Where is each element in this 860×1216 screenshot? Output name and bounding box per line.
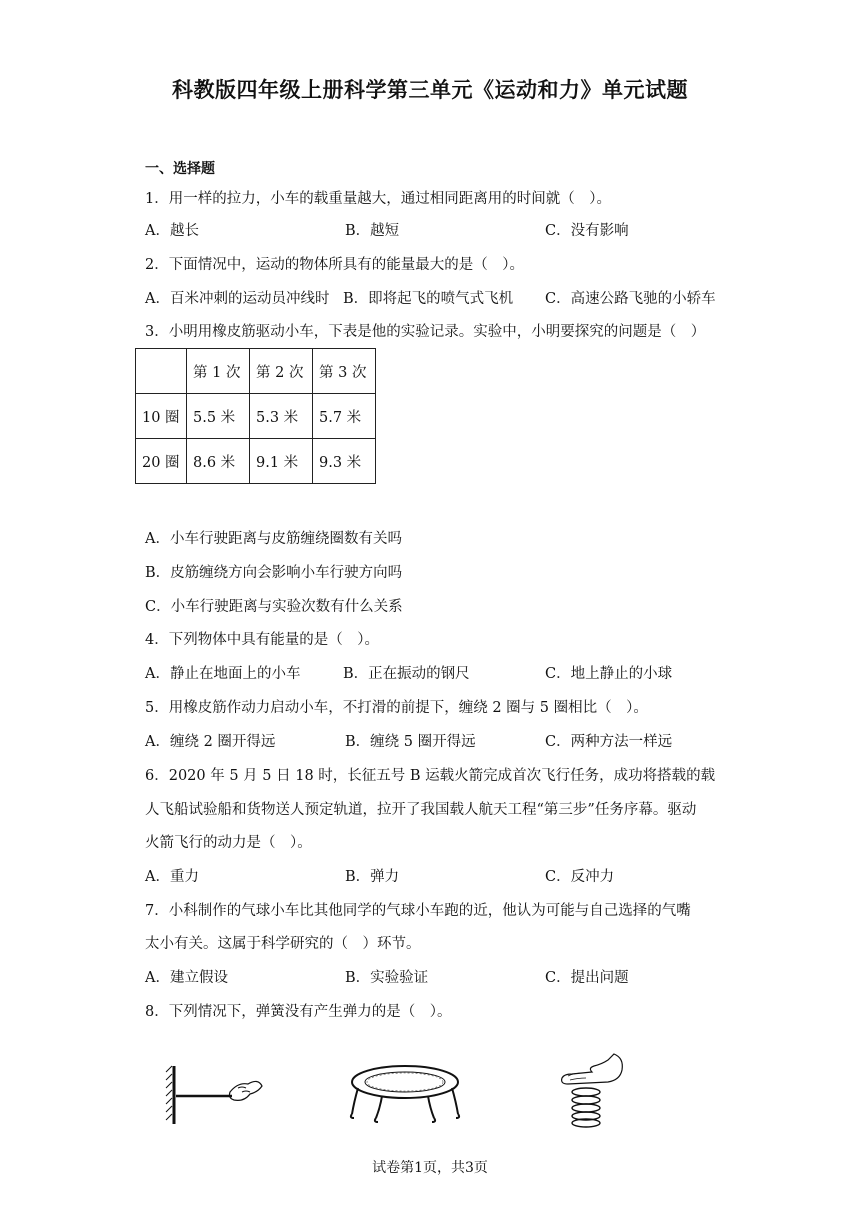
- question-6-stem-line-3: 火箭飞行的动力是（ ）。: [145, 835, 312, 851]
- trampoline-illustration: [348, 1062, 462, 1126]
- table-cell: 8.6 米: [187, 439, 250, 484]
- question-6-stem-line-2: 人飞船试验船和货物送人预定轨道，拉开了我国载人航天工程“第三步”任务序幕。驱动: [145, 802, 697, 818]
- question-6-option-c[interactable]: C．反冲力: [545, 869, 615, 885]
- page-title: 科教版四年级上册科学第三单元《运动和力》单元试题: [172, 78, 688, 102]
- table-cell: 9.1 米: [250, 439, 313, 484]
- question-1-option-c[interactable]: C．没有影响: [545, 223, 629, 239]
- question-6-option-b[interactable]: B．弹力: [345, 869, 400, 885]
- question-5-stem: 5．用橡皮筋作动力启动小车，不打滑的前提下，缠绕 2 圈与 5 圈相比（ ）。: [145, 700, 648, 716]
- table-cell: 20 圈: [136, 439, 187, 484]
- section-heading: 一、选择题: [145, 161, 215, 177]
- table-cell: 5.3 米: [250, 394, 313, 439]
- table-cell: 5.5 米: [187, 394, 250, 439]
- question-7-option-a[interactable]: A．建立假设: [145, 970, 228, 986]
- question-7-option-c[interactable]: C．提出问题: [545, 970, 629, 986]
- question-3-option-c[interactable]: C．小车行驶距离与实验次数有什么关系: [145, 599, 403, 615]
- question-4-option-c[interactable]: C．地上静止的小球: [545, 666, 673, 682]
- question-8-stem: 8．下列情况下，弹簧没有产生弹力的是（ ）。: [145, 1004, 452, 1020]
- wall-spring-pulled-illustration: [160, 1062, 264, 1128]
- question-5-option-c[interactable]: C．两种方法一样远: [545, 734, 673, 750]
- table-cell: 9.3 米: [313, 439, 376, 484]
- question-5-option-a[interactable]: A．缠绕 2 圈开得远: [145, 734, 276, 750]
- question-5-option-b[interactable]: B．缠绕 5 圈开得远: [345, 734, 476, 750]
- question-7-option-b[interactable]: B．实验验证: [345, 970, 429, 986]
- question-4-stem: 4．下列物体中具有能量的是（ ）。: [145, 632, 379, 648]
- question-6-option-a[interactable]: A．重力: [145, 869, 199, 885]
- table-header-cell: 第 2 次: [250, 349, 313, 394]
- question-2-option-b[interactable]: B．即将起飞的喷气式飞机: [343, 291, 514, 307]
- table-header-cell: 第 1 次: [187, 349, 250, 394]
- experiment-record-table: [135, 348, 376, 484]
- coil-spring-pressed-illustration: [552, 1052, 632, 1128]
- table-cell: 5.7 米: [313, 394, 376, 439]
- table-row: [136, 394, 376, 439]
- table-row: [136, 439, 376, 484]
- question-2-option-c[interactable]: C．高速公路飞驰的小轿车: [545, 291, 716, 307]
- page-footer: 试卷第1页，共3页: [372, 1160, 488, 1176]
- question-1-stem: 1．用一样的拉力，小车的载重量越大，通过相同距离用的时间就（ ）。: [145, 191, 611, 207]
- question-1-option-b[interactable]: B．越短: [345, 223, 400, 239]
- question-6-stem-line-1: 6．2020 年 5 月 5 日 18 时，长征五号 B 运载火箭完成首次飞行任务，成功将搭载的载: [145, 768, 716, 784]
- table-cell: [136, 349, 187, 394]
- question-4-option-a[interactable]: A．静止在地面上的小车: [145, 666, 301, 682]
- question-2-option-a[interactable]: A．百米冲刺的运动员冲线时: [145, 291, 330, 307]
- question-7-stem-line-1: 7．小科制作的气球小车比其他同学的气球小车跑的近，他认为可能与自己选择的气嘴: [145, 903, 691, 919]
- table-header-cell: 第 3 次: [313, 349, 376, 394]
- question-3-option-a[interactable]: A．小车行驶距离与皮筋缠绕圈数有关吗: [145, 531, 402, 547]
- table-header-row: [136, 349, 376, 394]
- table-cell: 10 圈: [136, 394, 187, 439]
- question-2-stem: 2．下面情况中，运动的物体所具有的能量最大的是（ ）。: [145, 257, 524, 273]
- question-1-option-a[interactable]: A．越长: [145, 223, 199, 239]
- question-3-option-b[interactable]: B．皮筋缠绕方向会影响小车行驶方向吗: [145, 565, 403, 581]
- question-4-option-b[interactable]: B．正在振动的钢尺: [343, 666, 470, 682]
- question-3-stem: 3．小明用橡皮筋驱动小车，下表是他的实验记录。实验中，小明要探究的问题是（ ）: [145, 324, 706, 340]
- question-7-stem-line-2: 太小有关。这属于科学研究的（ ）环节。: [145, 936, 421, 952]
